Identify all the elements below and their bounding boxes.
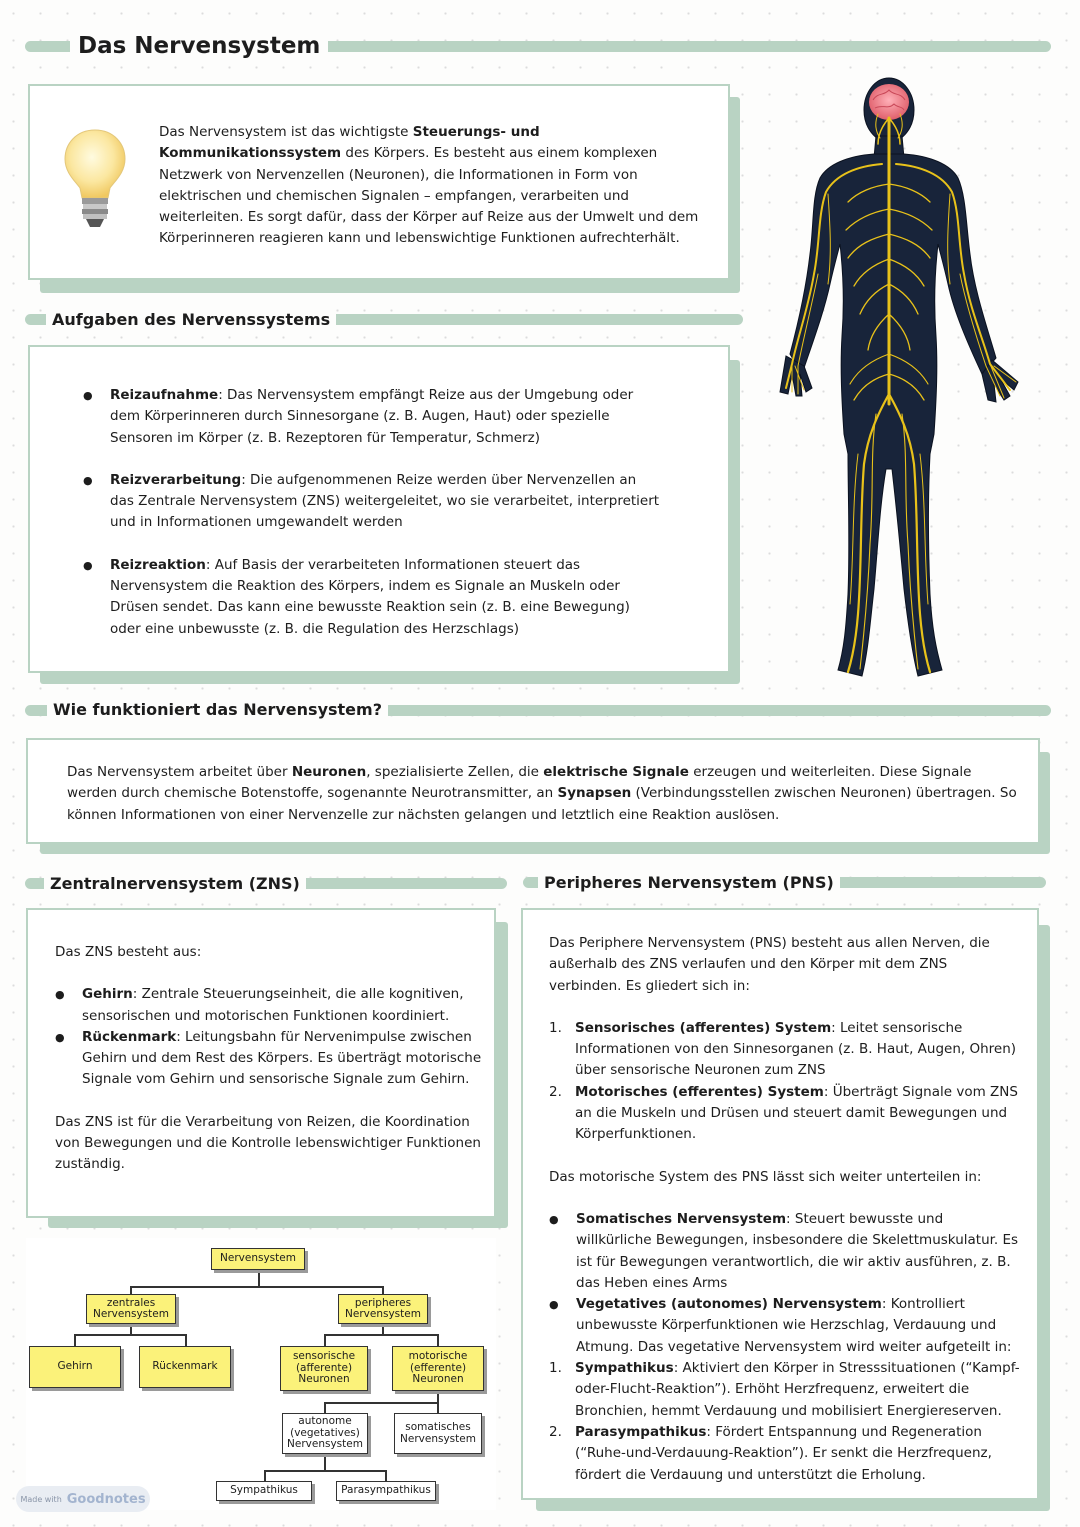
zns-box xyxy=(26,908,496,1218)
aufgaben-heading: Aufgaben des Nervenssystems xyxy=(46,309,336,331)
list-item: ● Reizaufnahme: Das Nervensystem empfängt Reize aus der Umgebung oder dem Körperinneren durch Sinnesorgane (z. B. Augen, Haut) oder spezielle Sensoren im Körper (z. B. Rezeptoren für Temperatur, Schmerz) xyxy=(83,385,663,449)
list-item: 1. Sympathikus: Aktiviert den Körper in Stresssituationen (“Kampf-oder-Flucht-Reaktion”). Erhöht Herzfrequenz, erweitert die Bronchien, hemmt Verdauung und mobilisiert Energiereserven. xyxy=(549,1360,1020,1419)
badge-brand: Goodnotes xyxy=(66,1491,146,1507)
zns-heading: Zentralnervensystem (ZNS) xyxy=(44,873,306,895)
pns-content xyxy=(549,933,1021,1486)
diagram-node-parasympathikus: Parasympathikus xyxy=(336,1481,436,1501)
intro-text: Das Nervensystem ist das wichtigste Steuerungs- und Kommunikationssystem des Körpers. Es besteht aus einem komplexen Netzwerk von Nervenzellen (Neuronen), die Informationen in Form von elektrischen und chemischen Signalen – empfangen, verarbeiten und weiterleiten. Es sorgt dafür, dass der Körper auf Reize aus der Umwelt und dem Körperinneren reagieren kann und lebenswichtige Funktionen aufrechterhält. xyxy=(159,124,699,247)
list-item: 2. Parasympathikus: Fördert Entspannung und Regeneration (“Ruhe-und-Verdauung-Reaktion”). Er senkt die Herzfrequenz, fördert die Verdauung und unterstützt die Erholung. xyxy=(549,1423,992,1483)
diagram-node-sensorisch: sensorische (afferente) Neuronen xyxy=(280,1346,368,1391)
list-item: 2. Motorisches (efferentes) System: Überträgt Signale vom ZNS an die Muskeln und Drüsen und steuert damit Bewegungen und Körperfunktionen. xyxy=(549,1083,1018,1143)
diagram-node-sympathikus: Sympathikus xyxy=(216,1481,312,1501)
zns-content xyxy=(55,942,485,1176)
zns-intro: Das ZNS besteht aus: xyxy=(55,944,202,960)
diagram-node-motorisch: motorische (efferente) Neuronen xyxy=(392,1346,484,1391)
list-item: ● Gehirn: Zentrale Steuerungseinheit, die alle kognitiven, sensorischen und motorischen Funktionen koordiniert. xyxy=(55,984,485,1027)
nervous-system-body-illustration xyxy=(778,74,1024,686)
pns-list-systems xyxy=(549,1018,1021,1146)
pns-heading: Peripheres Nervensystem (PNS) xyxy=(538,872,840,894)
page-title: Das Nervensystem xyxy=(70,31,328,61)
diagram-node-rueckenmark: Rückenmark xyxy=(139,1346,231,1388)
list-item: 1. Sensorisches (afferentes) System: Leitet sensorische Informationen von den Sinnesorganen (z. B. Haut, Augen, Ohren) über sensorische Neuronen zum ZNS xyxy=(549,1019,1017,1079)
funktion-box xyxy=(26,738,1040,844)
diagram-node-nervensystem: Nervensystem xyxy=(211,1248,305,1270)
diagram-node-zns: zentrales Nervensystem xyxy=(86,1294,176,1324)
funktion-heading: Wie funktioniert das Nervensystem? xyxy=(47,699,388,721)
diagram-node-somatisch: somatisches Nervensystem xyxy=(394,1413,482,1454)
list-item: ● Reizreaktion: Auf Basis der verarbeiteten Informationen steuert das Nervensystem die Reaktion des Körpers, indem es Signale an Muskeln oder Drüsen sendet. Das kann eine bewusste Reaktion sein (z. B. eine Bewegung) oder eine unbewusste (z. B. die Regulation des Herzschlags) xyxy=(83,555,663,640)
intro-box xyxy=(28,84,730,280)
aufgaben-box xyxy=(28,345,730,673)
list-item: ● Reizverarbeitung: Die aufgenommenen Reize werden über Nervenzellen an das Zentrale Nervensystem (ZNS) weitergeleitet, wo sie verarbeitet, interpretiert und in Informationen umgewandelt werden xyxy=(83,470,663,534)
zns-list xyxy=(55,984,485,1090)
list-item: ● Rückenmark: Leitungsbahn für Nervenimpulse zwischen Gehirn und dem Rest des Körpers. Es überträgt motorische Signale vom Gehirn und sensorische Signale zum Gehirn. xyxy=(55,1027,485,1091)
funktion-text: Das Nervensystem arbeitet über Neuronen, spezialisierte Zellen, die elektrische Signale erzeugen und weiterleiten. Diese Signale werden durch chemische Botenstoffe, sogenannte Neurotransmitter, an Synapsen (Verbindungsstellen zwischen Neuronen) übertragen. So können Informationen von einer Nervenzelle zur nächsten gelangen und letztlich eine Reaktion auslösen. xyxy=(67,764,1017,823)
pns-intro: Das Periphere Nervensystem (PNS) besteht aus allen Nerven, die außerhalb des ZNS verlaufen und den Körper mit dem ZNS verbinden. Es gliedert sich in: xyxy=(549,935,990,994)
diagram-node-autonom: autonome (vegetatives) Nervensystem xyxy=(282,1413,368,1454)
pns-bullets xyxy=(549,1209,1021,1358)
list-item: ● Vegetatives (autonomes) Nervensystem: Kontrolliert unbewusste Körperfunktionen wie Herzschlag, Verdauung und Atmung. Das vegetative Nervensystem wird weiter aufgeteilt in: xyxy=(549,1294,1021,1358)
pns-box xyxy=(521,908,1039,1500)
aufgaben-list xyxy=(83,385,663,640)
hierarchy-diagram xyxy=(26,1238,496,1510)
zns-outro: Das ZNS ist für die Verarbeitung von Reizen, die Koordination von Bewegungen und die Kontrolle lebenswichtiger Funktionen zuständig. xyxy=(55,1113,481,1173)
list-item: ● Somatisches Nervensystem: Steuert bewusste und willkürliche Bewegungen, insbesondere die Skelettmuskulatur. Es ist für Bewegungen verantwortlich, die wir aktiv ausführen, z. B. das Heben eines Arms xyxy=(549,1209,1021,1294)
diagram-node-pns: peripheres Nervensystem xyxy=(338,1294,428,1324)
diagram-node-gehirn: Gehirn xyxy=(29,1346,121,1388)
badge-prefix: Made with xyxy=(20,1494,62,1504)
pns-middle: Das motorische System des PNS lässt sich weiter unterteilen in: xyxy=(549,1168,982,1185)
lightbulb-icon xyxy=(62,126,128,232)
goodnotes-badge[interactable] xyxy=(16,1486,150,1512)
pns-list-vegetativ xyxy=(549,1358,1021,1486)
